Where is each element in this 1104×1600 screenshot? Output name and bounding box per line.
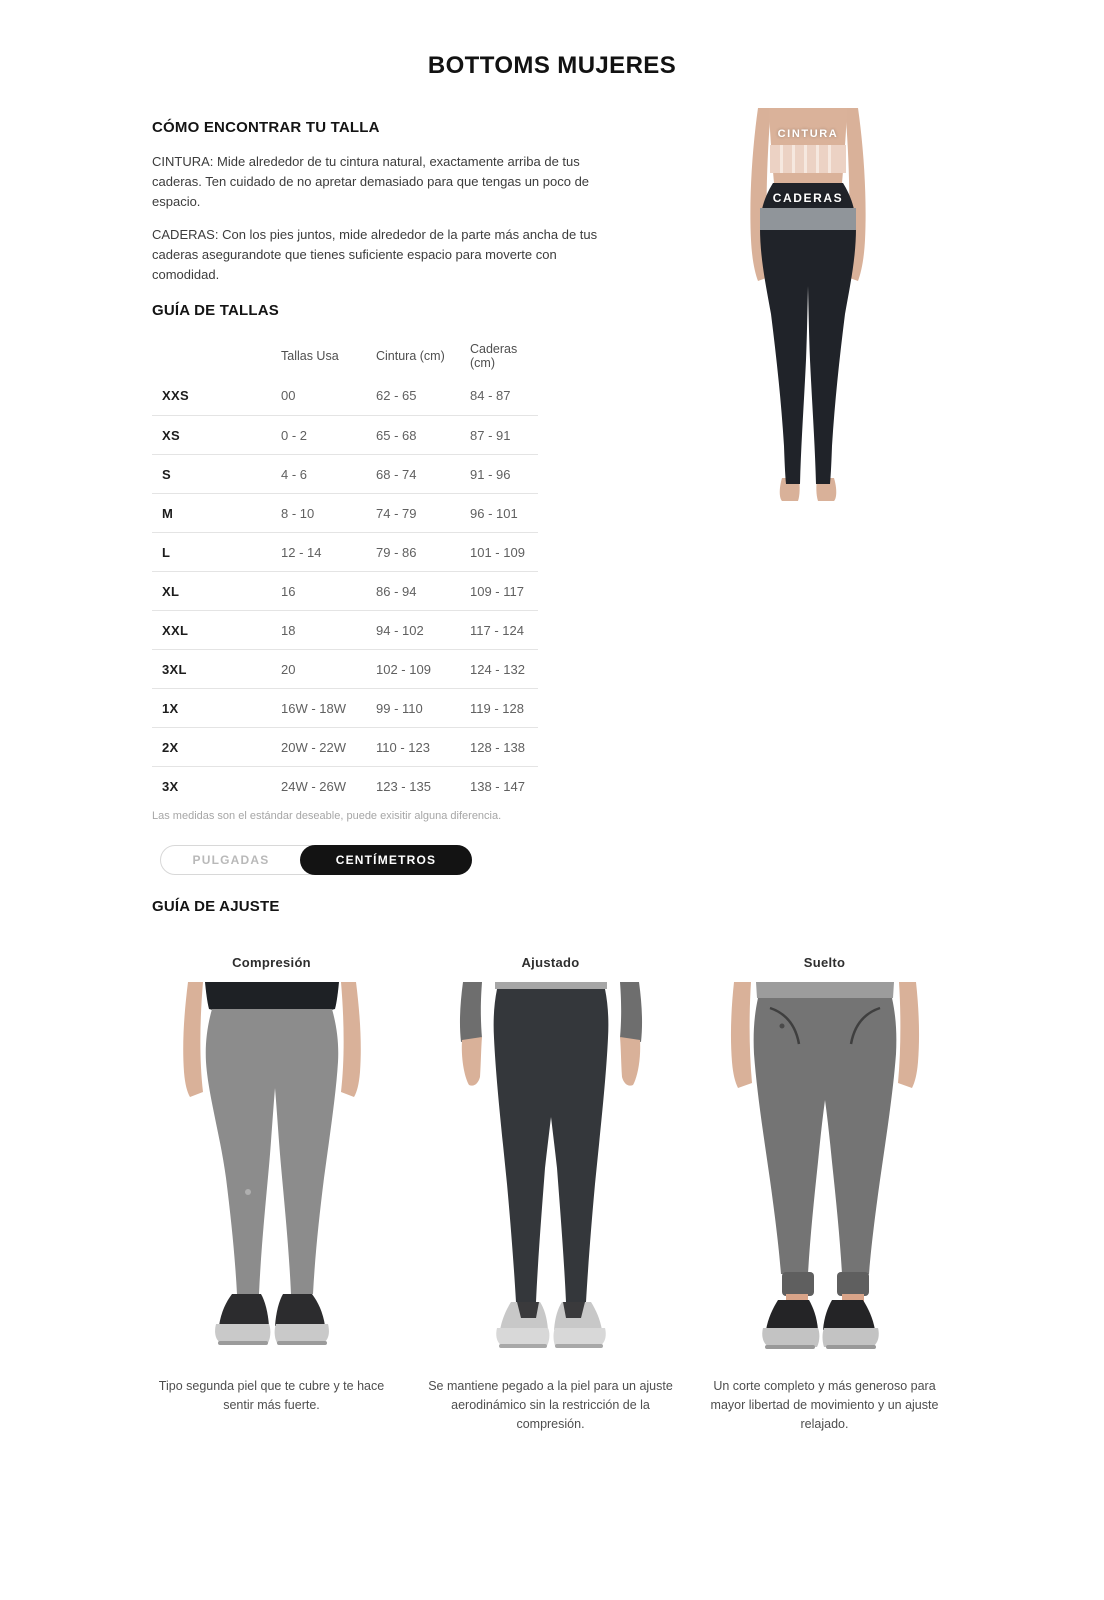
us-size-value: 16 [281, 583, 296, 599]
us-size-value: 18 [281, 622, 296, 638]
us-size-value: 20 [281, 661, 296, 677]
fit-name: Compresión [232, 955, 311, 970]
waist-value: 74 - 79 [376, 505, 417, 521]
fit-column-loose [697, 955, 952, 1433]
us-size-value: 4 - 6 [281, 466, 308, 482]
header-hips-cm: Caderas (cm) [470, 342, 518, 370]
loose-fit-image [720, 982, 930, 1367]
table-row [152, 532, 538, 571]
fit-name: Suelto [803, 955, 846, 970]
table-row [152, 415, 538, 454]
measurement-figure-image [712, 108, 904, 506]
waist-value: 62 - 65 [376, 388, 417, 403]
size-label: 3XL [162, 661, 187, 677]
fit-column-compression [144, 955, 399, 1415]
hips-instructions: CADERAS: Con los pies juntos, mide alrededor de la parte más ancha de tus caderas asegurandote que tienes suficiente espacio para moverte con comodidad. [152, 227, 598, 283]
us-size-value: 8 - 10 [281, 505, 315, 521]
fit-description: Se mantiene pegado a la piel para un ajuste aerodinámico sin la restricción de la compresión. [428, 1379, 673, 1431]
waist-value: 110 - 123 [376, 739, 430, 755]
table-row [152, 727, 538, 766]
fitted-fit-image [446, 982, 656, 1367]
table-row [152, 688, 538, 727]
hips-value: 138 - 147 [470, 778, 525, 794]
hips-value: 119 - 128 [470, 700, 524, 716]
hips-value: 101 - 109 [470, 544, 525, 560]
hips-value: 124 - 132 [470, 661, 525, 677]
waist-instructions: CINTURA: Mide alrededor de tu cintura natural, exactamente arriba de tus caderas. Ten cuidado de no apretar demasiado para que tengas un poco de espacio. [152, 154, 590, 210]
hips-band-label: CADERAS [772, 191, 844, 205]
table-row [152, 376, 538, 415]
fit-column-fitted [423, 955, 678, 1433]
size-label: XS [162, 427, 180, 443]
compression-fit-illustration [172, 982, 372, 1367]
centimeters-toggle-button[interactable]: CENTÍMETROS [300, 845, 472, 875]
size-label: XXS [162, 388, 189, 403]
measurements-disclaimer: Las medidas son el estándar deseable, puede exisitir alguna diferencia. [152, 810, 502, 822]
size-label: S [162, 466, 171, 482]
size-label: 1X [162, 700, 179, 716]
hips-value: 109 - 117 [470, 583, 524, 599]
size-label: 2X [162, 739, 179, 755]
inches-toggle-button[interactable]: PULGADAS [192, 853, 270, 867]
us-size-value: 0 - 2 [281, 427, 308, 443]
hips-value: 96 - 101 [470, 505, 518, 521]
header-waist-cm: Cintura (cm) [376, 349, 445, 363]
fit-description: Un corte completo y más generoso para mayor libertad de movimiento y un ajuste relajado. [710, 1379, 939, 1431]
fit-guide-heading: GUÍA DE AJUSTE [152, 898, 280, 915]
size-label: 3X [162, 778, 179, 794]
table-row [152, 649, 538, 688]
waist-value: 123 - 135 [376, 778, 431, 794]
hips-value: 117 - 124 [470, 622, 524, 638]
table-row [152, 454, 538, 493]
waist-value: 68 - 74 [376, 466, 417, 482]
page-title: BOTTOMS MUJERES [427, 52, 677, 79]
size-label: XXL [162, 622, 189, 638]
measurement-figure-illustration [712, 108, 904, 506]
compression-fit-image [167, 982, 377, 1367]
fit-name: Ajustado [521, 955, 580, 970]
us-size-value: 20W - 22W [281, 739, 347, 755]
hips-value: 84 - 87 [470, 388, 511, 403]
fit-description: Tipo segunda piel que te cubre y te hace sentir más fuerte. [158, 1379, 385, 1412]
how-to-heading: CÓMO ENCONTRAR TU TALLA [152, 119, 380, 136]
unit-toggle [160, 845, 472, 875]
table-row [152, 571, 538, 610]
size-guide-heading: GUÍA DE TALLAS [152, 302, 279, 319]
loose-fit-illustration [720, 982, 930, 1367]
waist-value: 86 - 94 [376, 583, 417, 599]
waist-value: 65 - 68 [376, 427, 417, 443]
hips-value: 87 - 91 [470, 427, 511, 443]
waist-value: 102 - 109 [376, 661, 431, 677]
us-size-value: 24W - 26W [281, 778, 347, 794]
size-table-header [152, 336, 538, 376]
table-row [152, 766, 538, 805]
us-size-value: 12 - 14 [281, 544, 322, 560]
waist-value: 99 - 110 [376, 700, 423, 716]
us-size-value: 16W - 18W [281, 700, 347, 716]
us-size-value: 00 [281, 388, 296, 403]
table-row [152, 493, 538, 532]
hips-value: 91 - 96 [470, 466, 511, 482]
size-label: M [162, 505, 174, 521]
table-row [152, 610, 538, 649]
hips-value: 128 - 138 [470, 739, 525, 755]
fitted-fit-illustration [451, 982, 651, 1367]
size-label: L [162, 544, 171, 560]
waist-value: 79 - 86 [376, 544, 417, 560]
waist-value: 94 - 102 [376, 622, 424, 638]
header-us-sizes: Tallas Usa [281, 349, 339, 363]
waist-band-label: CINTURA [777, 128, 839, 140]
size-table [152, 336, 538, 805]
size-label: XL [162, 583, 180, 599]
